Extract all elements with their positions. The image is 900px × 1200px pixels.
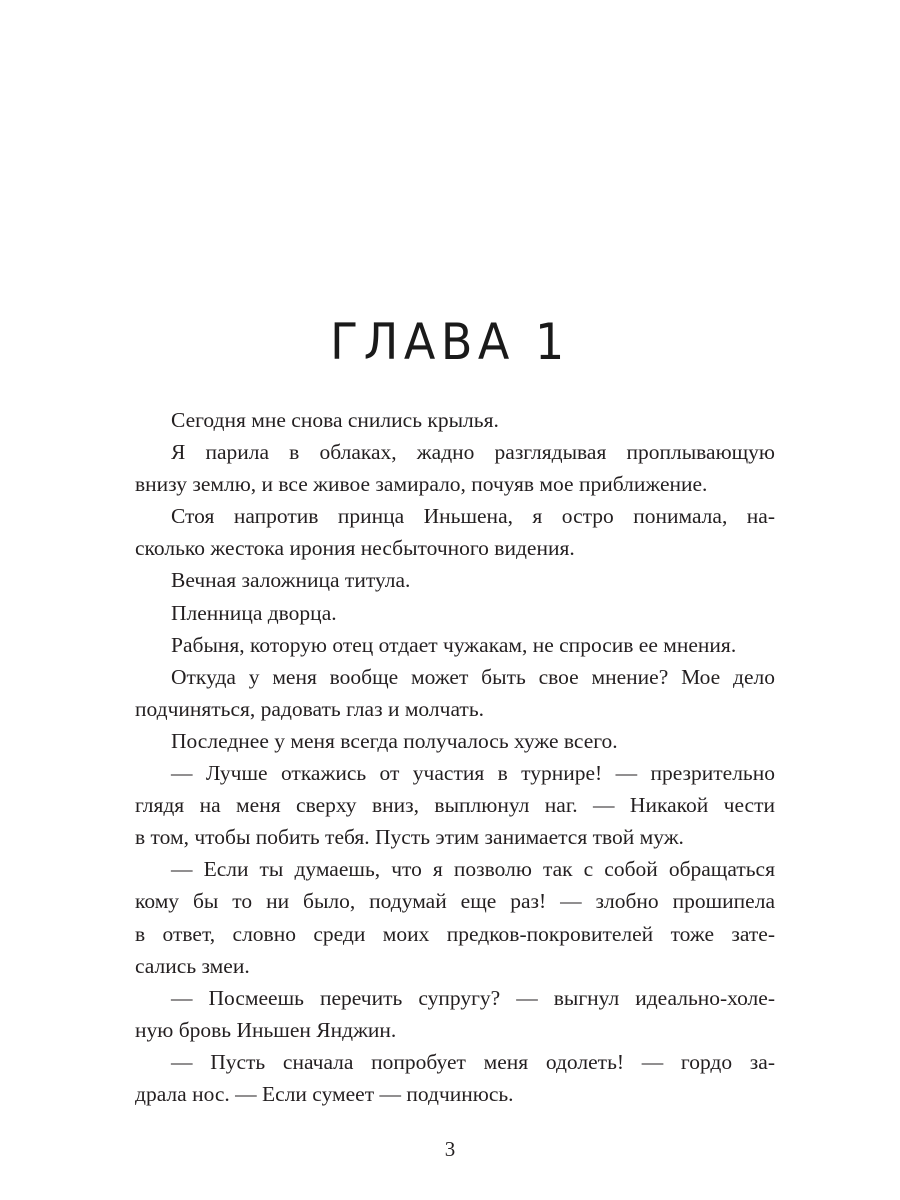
text-line: Сегодня мне снова снились крылья. [171, 408, 499, 432]
text-line: сались змеи. [135, 953, 250, 978]
text-line: Откуда у меня вообще может быть свое мнение? Мое дело [171, 664, 775, 689]
chapter-title: ГЛАВА 1 [330, 312, 570, 371]
text-line: драла нос. — Если сумеет — подчинюсь. [135, 1081, 514, 1106]
text-line: Стоя напротив принца Иньшена, я остро понимала, на- [171, 504, 775, 529]
text-line: — Посмеешь перечить супругу? — выгнул идеально-холе- [171, 985, 775, 1010]
text-line: Последнее у меня всегда получалось хуже всего. [171, 728, 618, 753]
text-line: в ответ, словно среди моих предков-покровителей тоже зате- [135, 921, 775, 946]
text-line: — Лучше откажись от участия в турнире! — презрительно [171, 761, 775, 786]
text-line: — Если ты думаешь, что я позволю так с собой обращаться [171, 857, 775, 882]
text-line: в том, чтобы побить тебя. Пусть этим занимается твой муж. [135, 825, 684, 850]
text-line: — Пусть сначала попробует меня одолеть! — гордо за- [171, 1049, 775, 1074]
text-line: Пленница дворца. [171, 600, 337, 625]
text-line: Я парила в облаках, жадно разглядывая проплывающую [171, 440, 775, 465]
text-line: Рабыня, которую отец отдает чужакам, не спросив ее мнения. [171, 632, 737, 657]
text-line: внизу землю, и все живое замирало, почуяв мое приближение. [135, 472, 708, 497]
text-line: глядя на меня сверху вниз, выплюнул наг. — Никакой чести [135, 793, 775, 818]
page-number: 3 [444, 1137, 456, 1161]
text-line: Вечная заложница титула. [171, 568, 411, 593]
text-line: подчиняться, радовать глаз и молчать. [135, 696, 485, 721]
body-text [135, 404, 775, 1110]
text-line: сколько жестока ирония несбыточного видения. [135, 536, 575, 561]
text-line: кому бы то ни было, подумай еще раз! — злобно прошипела [135, 889, 775, 914]
text-line: ную бровь Иньшен Янджин. [135, 1017, 397, 1042]
